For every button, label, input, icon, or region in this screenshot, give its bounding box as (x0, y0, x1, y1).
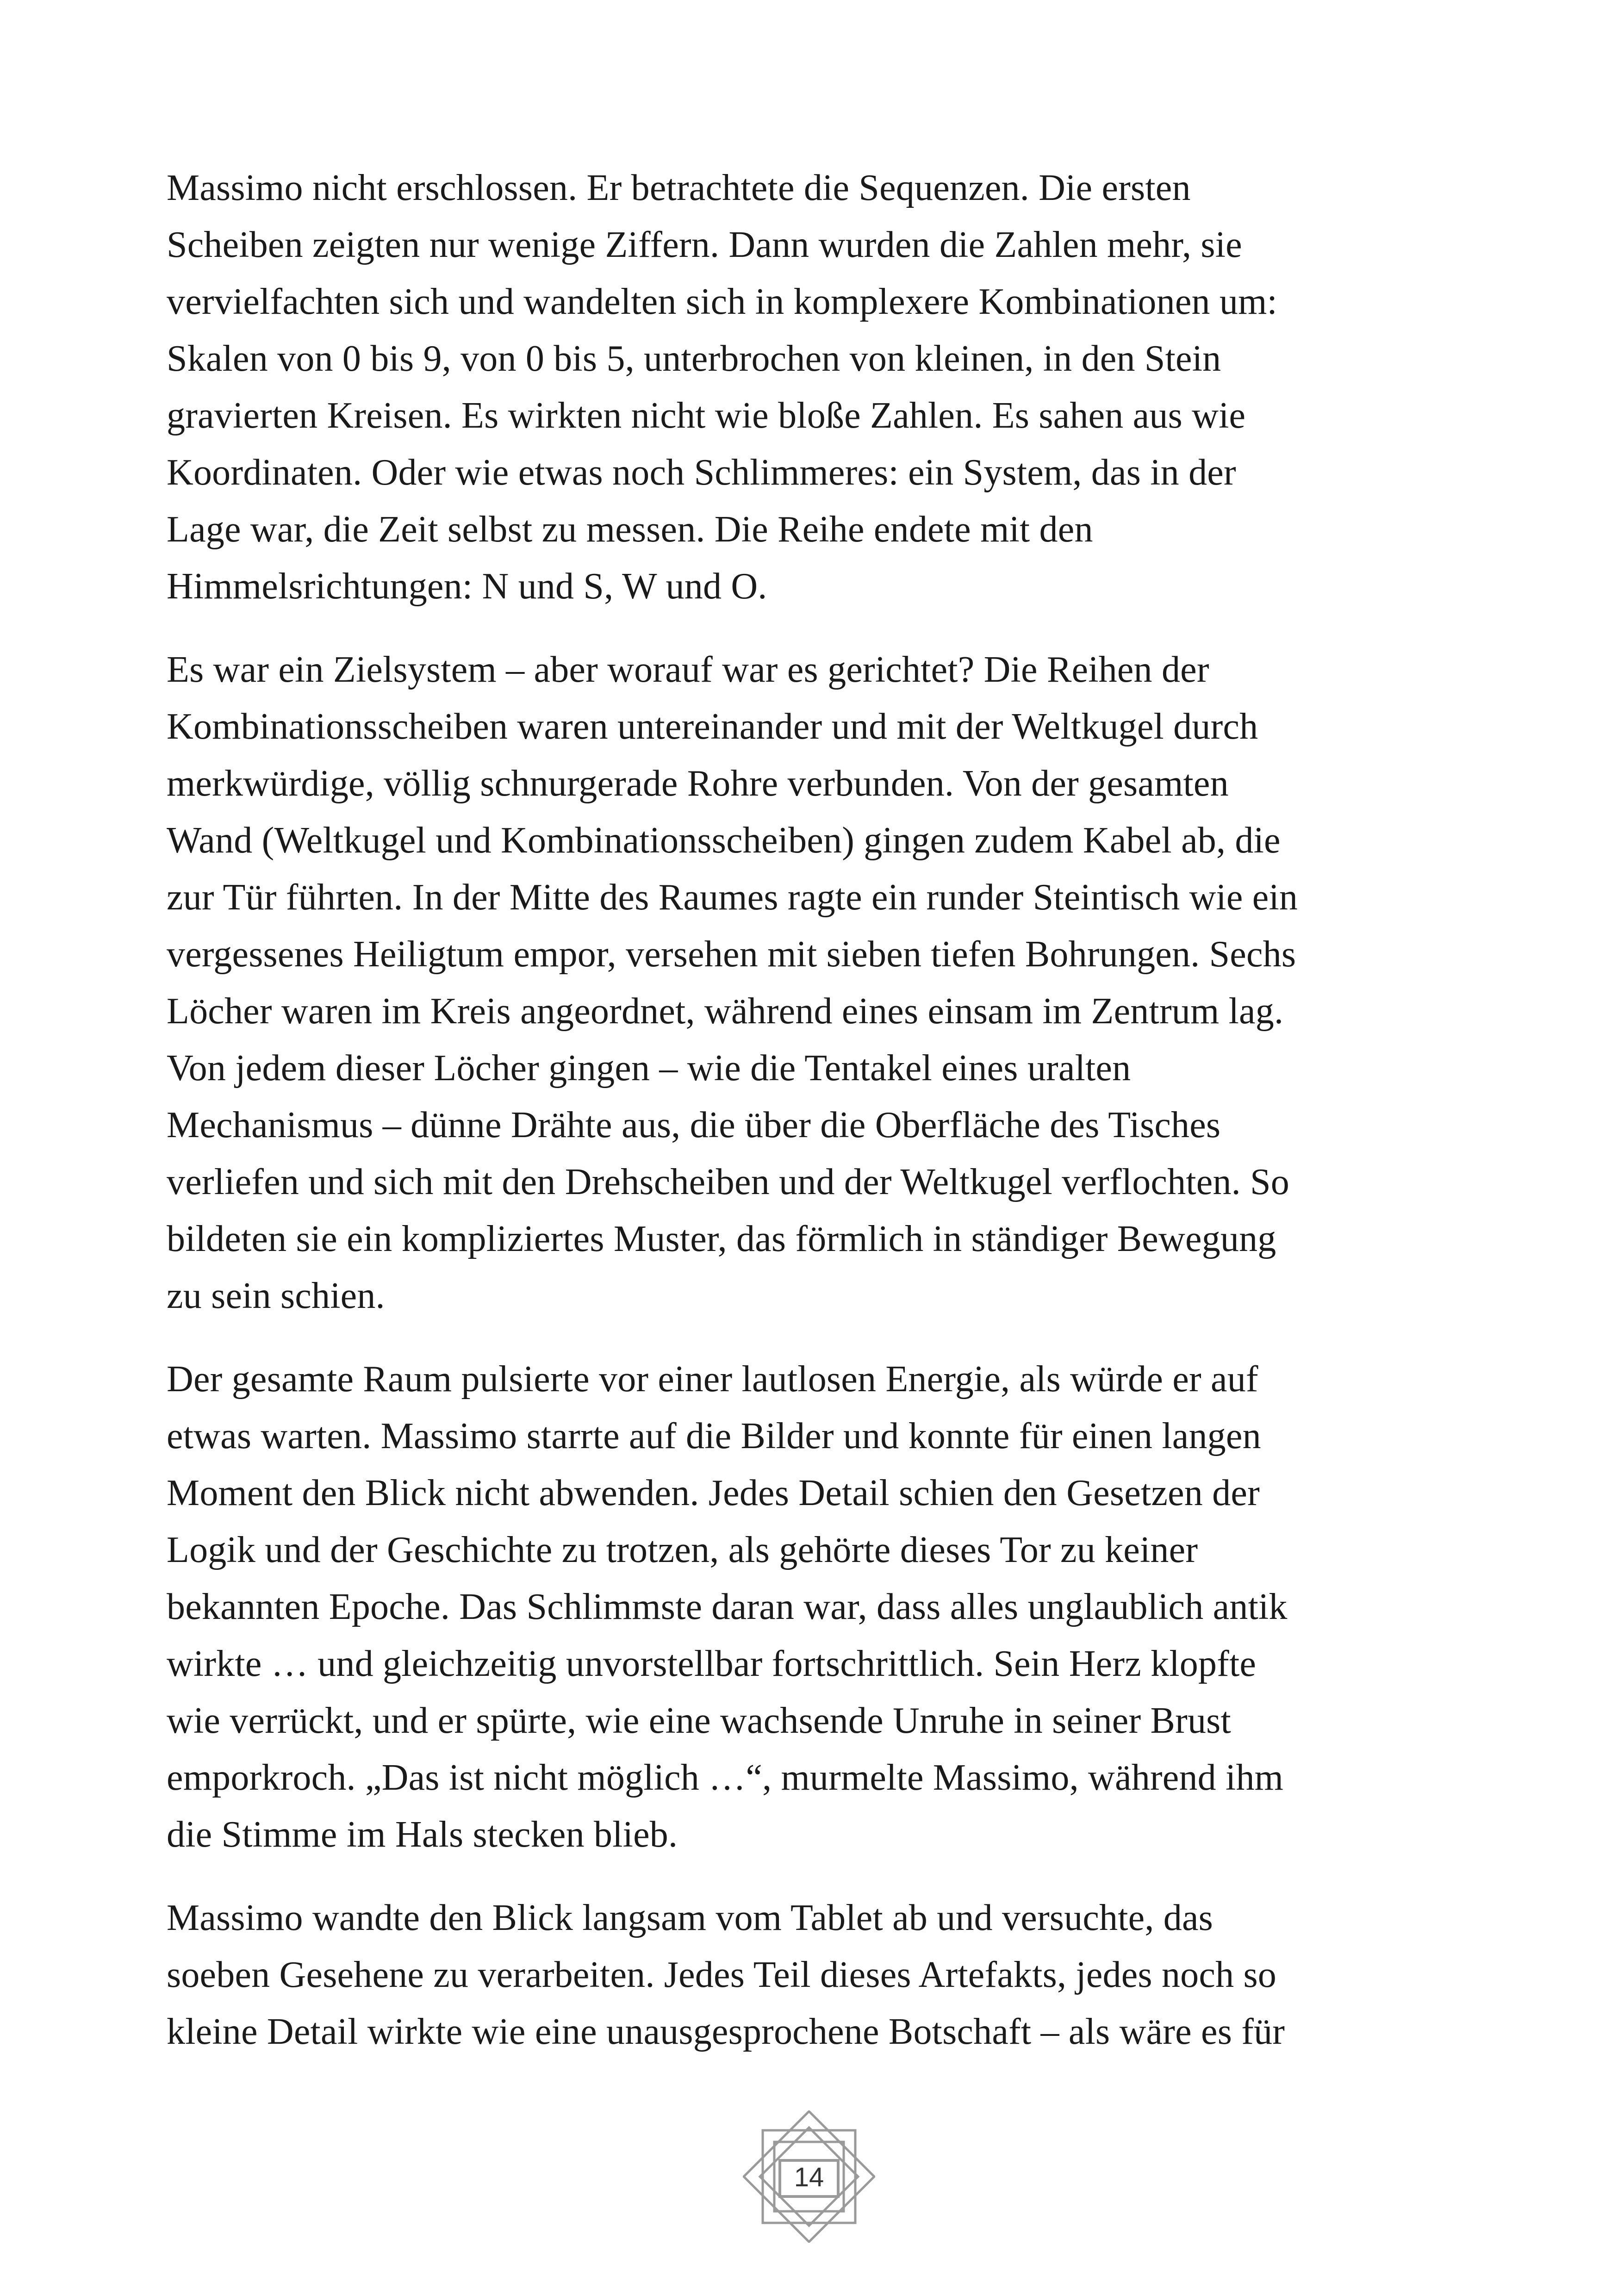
page-number: 14 (794, 2162, 824, 2192)
paragraph-4 (167, 1890, 1462, 2060)
text-line: vergessenes Heiligtum empor, versehen mit sieben tiefen Bohrungen. Sechs (167, 934, 1296, 975)
paragraph-3 (167, 1351, 1462, 1863)
text-line: vervielfachten sich und wandelten sich in komplexere Kombinationen um: (167, 281, 1277, 322)
text-line: zu sein schien. (167, 1276, 385, 1316)
text-line: bildeten sie ein kompliziertes Muster, das förmlich in ständiger Bewegung (167, 1219, 1276, 1259)
text-line: wie verrückt, und er spürte, wie eine wachsende Unruhe in seiner Brust (167, 1700, 1231, 1741)
text-line: gravierten Kreisen. Es wirkten nicht wie bloße Zahlen. Es sahen aus wie (167, 395, 1246, 436)
text-line: Es war ein Zielsystem – aber worauf war es gerichtet? Die Reihen der (167, 649, 1209, 690)
text-line: Kombinationsscheiben waren untereinander und mit der Weltkugel durch (167, 706, 1258, 747)
text-line: Himmelsrichtungen: N und S, W und O. (167, 566, 767, 607)
text-line: zur Tür führten. In der Mitte des Raumes ragte ein runder Steintisch wie ein (167, 877, 1298, 918)
text-line: Logik und der Geschichte zu trotzen, als gehörte dieses Tor zu keiner (167, 1530, 1198, 1570)
paragraph-2 (167, 641, 1462, 1325)
text-line: Der gesamte Raum pulsierte vor einer lautlosen Energie, als würde er auf (167, 1359, 1258, 1400)
text-line: Massimo wandte den Blick langsam vom Tablet ab und versuchte, das (167, 1898, 1214, 1938)
text-line: emporkroch. „Das ist nicht möglich …“, murmelte Massimo, während ihm (167, 1757, 1284, 1798)
text-line: Mechanismus – dünne Drähte aus, die über die Oberfläche des Tisches (167, 1105, 1221, 1145)
text-line: Löcher waren im Kreis angeordnet, während eines einsam im Zentrum lag. (167, 991, 1284, 1032)
text-line: verliefen und sich mit den Drehscheiben und der Weltkugel verflochten. So (167, 1162, 1289, 1202)
text-line: bekannten Epoche. Das Schlimmste daran war, dass alles unglaublich antik (167, 1587, 1288, 1627)
text-line: Von jedem dieser Löcher gingen – wie die Tentakel eines uralten (167, 1048, 1131, 1089)
text-line: die Stimme im Hals stecken blieb. (167, 1814, 678, 1855)
paragraph-1 (167, 160, 1462, 615)
text-line: Koordinaten. Oder wie etwas noch Schlimmeres: ein System, das in der (167, 452, 1236, 493)
text-line: soeben Gesehene zu verarbeiten. Jedes Teil dieses Artefakts, jedes noch so (167, 1954, 1277, 1995)
text-line: Skalen von 0 bis 9, von 0 bis 5, unterbrochen von kleinen, in den Stein (167, 338, 1221, 379)
text-line: wirkte … und gleichzeitig unvorstellbar fortschrittlich. Sein Herz klopfte (167, 1643, 1257, 1684)
text-line: Lage war, die Zeit selbst zu messen. Die Reihe endete mit den (167, 509, 1093, 550)
text-line: Wand (Weltkugel und Kombinationsscheiben) gingen zudem Kabel ab, die (167, 820, 1281, 861)
text-line: Massimo nicht erschlossen. Er betrachtete die Sequenzen. Die ersten (167, 168, 1191, 208)
text-line: etwas warten. Massimo starrte auf die Bilder und konnte für einen langen (167, 1416, 1261, 1456)
text-line: kleine Detail wirkte wie eine unausgesprochene Botschaft – als wäre es für (167, 2011, 1285, 2052)
text-line: Scheiben zeigten nur wenige Ziffern. Dann wurden die Zahlen mehr, sie (167, 224, 1242, 265)
text-line: merkwürdige, völlig schnurgerade Rohre verbunden. Von der gesamten (167, 763, 1229, 804)
text-line: Moment den Blick nicht abwenden. Jedes Detail schien den Gesetzen der (167, 1473, 1260, 1513)
body-text (167, 160, 1462, 2087)
